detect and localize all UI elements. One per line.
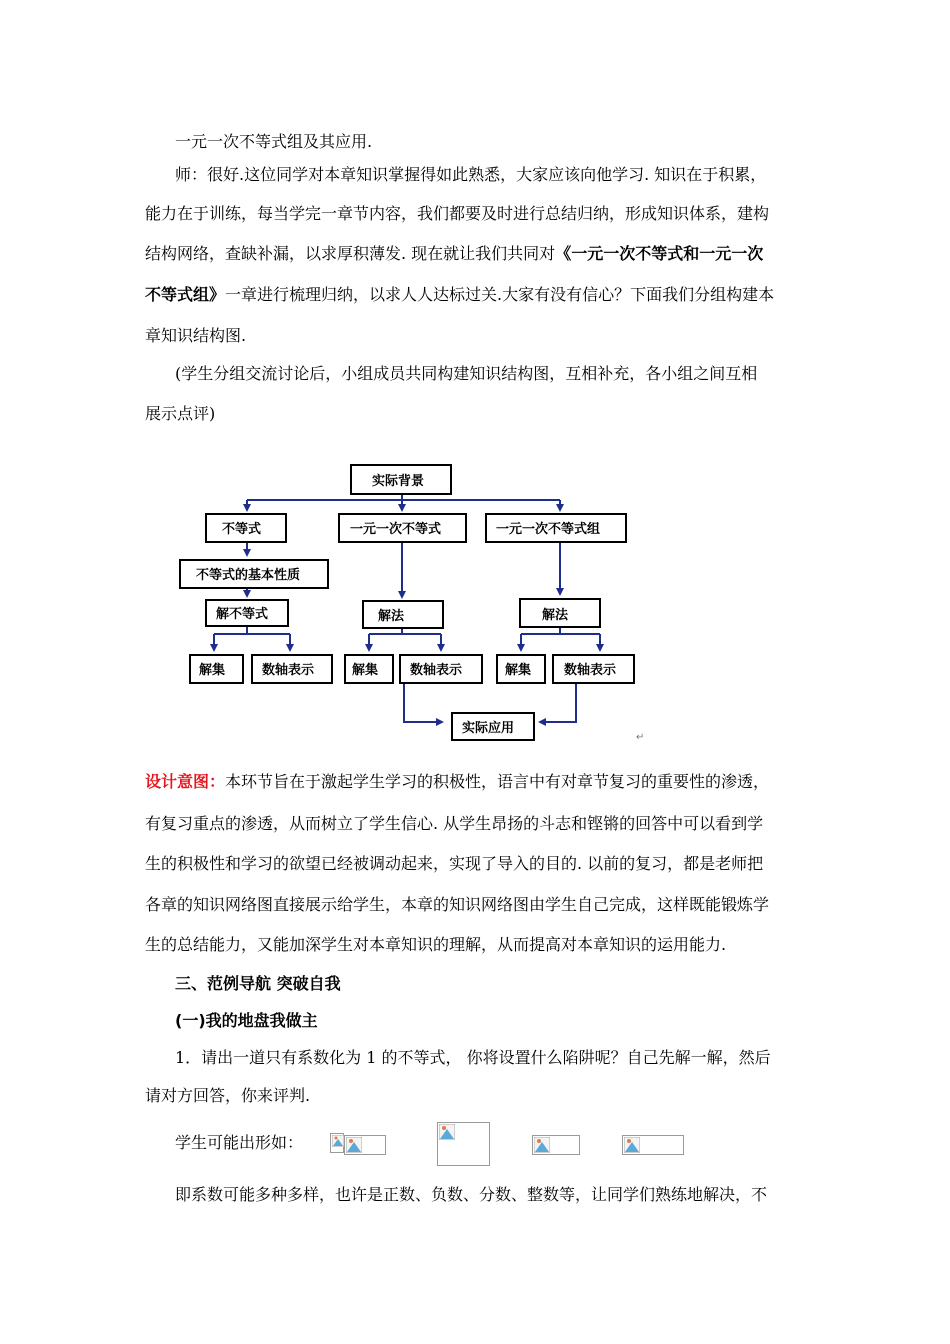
- node-actual-application: 实际应用: [462, 721, 515, 736]
- paragraph-line: 生的积极性和学习的欲望已经被调动起来，实现了导入的目的. 以前的复习，都是老师把: [145, 854, 764, 873]
- node-basic-properties: 不等式的基本性质: [196, 568, 301, 583]
- formula-image-placeholder: [622, 1135, 684, 1155]
- node-actual-background: 实际背景: [372, 474, 425, 489]
- paragraph-text: 一章进行梳理归纳，以求人人达标过关.大家有没有信心？下面我们分组构建本: [225, 285, 775, 304]
- paragraph-line: 生的总结能力，又能加深学生对本章知识的理解，从而提高对本章知识的运用能力.: [145, 935, 727, 954]
- formula-image-placeholder: [330, 1133, 344, 1153]
- broken-image-icon: [346, 1137, 362, 1153]
- section-heading: 三、范例导航 突破自我: [175, 974, 341, 993]
- formula-image-placeholder: [437, 1122, 490, 1166]
- node-linear-inequality: 一元一次不等式: [350, 522, 442, 537]
- broken-image-icon: [332, 1135, 344, 1147]
- node-solution-set: 解集: [199, 663, 226, 678]
- node-number-line: 数轴表示: [410, 663, 463, 678]
- paragraph-line: 即系数可能多种多样，也许是正数、负数、分数、整数等，让同学们熟练地解决，不: [175, 1185, 768, 1204]
- paragraph-line: 请对方回答，你来评判.: [145, 1086, 311, 1105]
- paragraph-line: 能力在于训练，每当学完一章节内容，我们都要及时进行总结归纳，形成知识体系，建构: [145, 204, 770, 223]
- node-number-line: 数轴表示: [564, 663, 617, 678]
- node-solve-inequality: 解不等式: [216, 607, 269, 622]
- node-solution-method: 解法: [378, 609, 405, 624]
- paragraph-line: 学生可能出形如：: [175, 1133, 304, 1152]
- paragraph-line: 一元一次不等式组及其应用.: [175, 132, 373, 151]
- paragraph-line: 章知识结构图.: [145, 326, 247, 345]
- paragraph-line: 1．请出一道只有系数化为 1 的不等式， 你将设置什么陷阱呢？自己先解一解，然后: [175, 1048, 771, 1067]
- broken-image-icon: [534, 1137, 550, 1153]
- node-inequality: 不等式: [222, 522, 262, 537]
- paragraph-text: 结构网络，查缺补漏，以求厚积薄发. 现在就让我们共同对: [145, 244, 556, 263]
- chapter-title: 《一元一次不等式和一元一次: [555, 244, 764, 263]
- paragraph-line: 师：很好.这位同学对本章知识掌握得如此熟悉，大家应该向他学习. 知识在于积累，: [175, 165, 767, 184]
- formula-image-placeholder: [344, 1135, 386, 1155]
- subsection-heading: (一)我的地盘我做主: [175, 1011, 318, 1030]
- formula-image-placeholder: [532, 1135, 580, 1155]
- chapter-title: 不等式组》: [145, 285, 226, 304]
- broken-image-icon: [624, 1137, 640, 1153]
- paragraph-line: 各章的知识网络图直接展示给学生，本章的知识网络图由学生自己完成，这样既能锻炼学: [145, 895, 770, 914]
- node-linear-inequality-system: 一元一次不等式组: [496, 522, 601, 537]
- paragraph-text: 本环节旨在于激起学生学习的积极性，语言中有对章节复习的重要性的渗透，: [225, 772, 770, 791]
- node-solution-method: 解法: [542, 608, 569, 623]
- paragraph-line: [145, 770, 769, 794]
- paragraph-mark-icon: ↵: [636, 732, 645, 743]
- node-solution-set: 解集: [352, 663, 379, 678]
- paragraph-line: 有复习重点的渗透，从而树立了学生信心. 从学生昂扬的斗志和铿锵的回答中可以看到学: [145, 814, 764, 833]
- paragraph-line: (学生分组交流讨论后，小组成员共同构建知识结构图，互相补充，各小组之间互相: [175, 364, 758, 383]
- broken-image-icon: [439, 1124, 455, 1140]
- paragraph-line: 展示点评): [145, 404, 216, 423]
- design-intent-label: 设计意图：: [145, 772, 226, 791]
- node-number-line: 数轴表示: [262, 663, 315, 678]
- node-solution-set: 解集: [505, 663, 532, 678]
